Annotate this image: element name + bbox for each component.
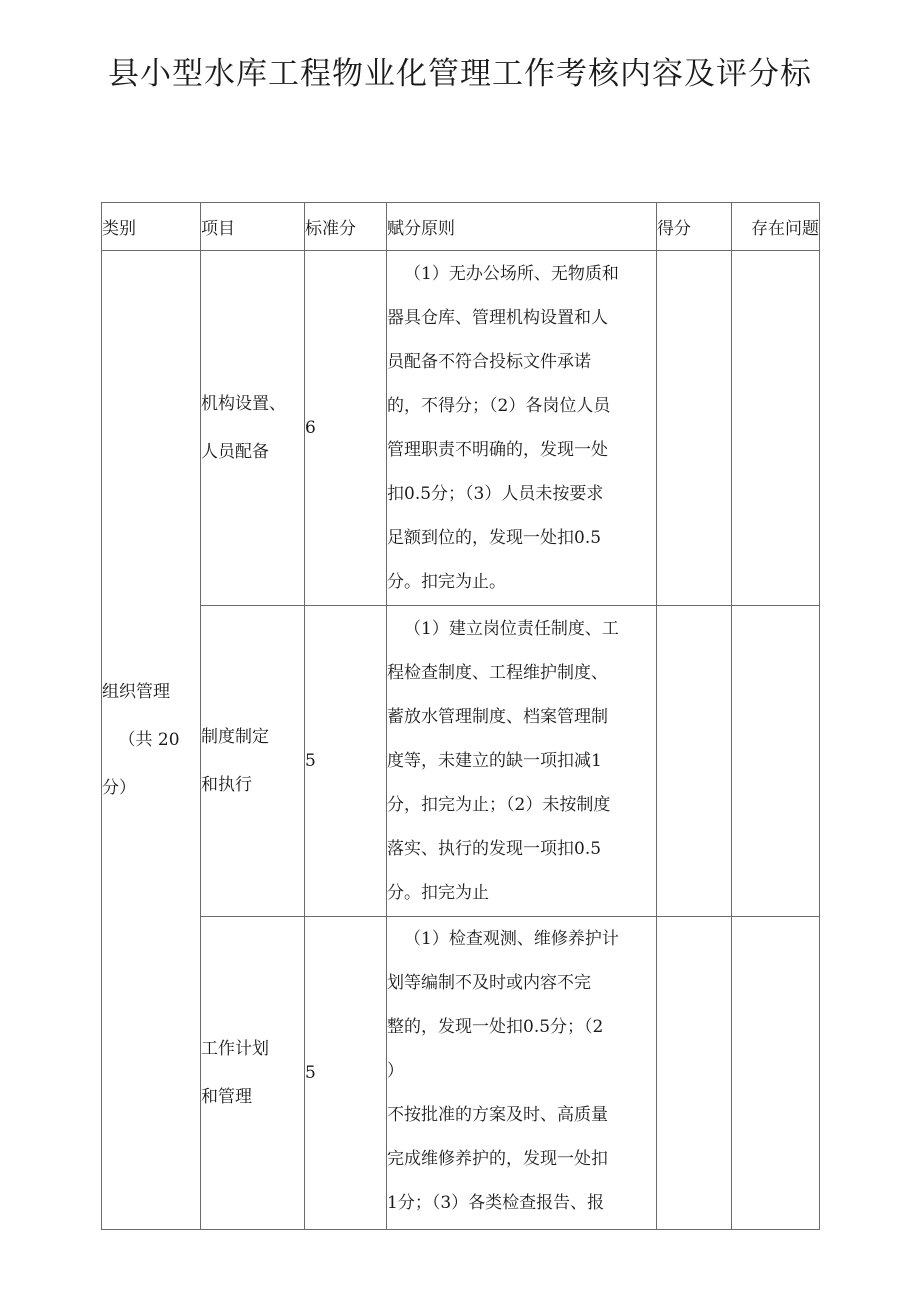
rule-line: 蓄放水管理制度、档案管理制 <box>387 707 608 727</box>
rule-cell <box>387 606 657 917</box>
rule-line: （1）无办公场所、无物质和 <box>404 264 619 284</box>
score-cell <box>657 606 732 917</box>
score-cell <box>657 917 732 1230</box>
standard-score-cell: 6 <box>305 251 387 606</box>
table-row <box>102 917 820 1230</box>
rule-line: （1）检查观测、维修养护计 <box>404 929 619 949</box>
category-line: 组织管理 <box>102 682 170 702</box>
item-cell <box>201 606 305 917</box>
rule-line: 分，扣完为止；（2）未按制度 <box>387 795 611 815</box>
table-header-row <box>102 203 820 251</box>
item-line: 机构设置、 <box>201 394 286 414</box>
rule-line: ） <box>387 1061 404 1081</box>
rule-line: 分。扣完为止。 <box>387 572 506 592</box>
item-cell <box>201 917 305 1230</box>
rule-line: 落实、执行的发现一项扣0.5 <box>387 839 602 859</box>
standard-score-cell: 5 <box>305 917 387 1230</box>
category-line: （共 20 <box>118 730 180 750</box>
rule-line: 度等，未建立的缺一项扣减1 <box>387 751 602 771</box>
rule-line: 员配备不符合投标文件承诺 <box>387 352 591 372</box>
rule-line: 足额到位的，发现一处扣0.5 <box>387 528 602 548</box>
item-line: 和管理 <box>201 1087 252 1107</box>
item-line: 工作计划 <box>201 1039 269 1059</box>
rule-cell <box>387 917 657 1230</box>
header-issues: 存在问题 <box>732 203 820 251</box>
category-cell <box>102 251 201 1230</box>
item-line: 和执行 <box>201 775 252 795</box>
rule-line: 1分；（3）各类检查报告、报 <box>387 1193 605 1213</box>
item-line: 人员配备 <box>201 442 269 462</box>
standard-score-cell: 5 <box>305 606 387 917</box>
rule-line: 程检查制度、工程维护制度、 <box>387 663 608 683</box>
header-scoring-principle: 赋分原则 <box>387 203 657 251</box>
table-row <box>102 251 820 606</box>
rule-line: 不按批准的方案及时、高质量 <box>387 1105 608 1125</box>
header-category: 类别 <box>102 203 201 251</box>
rule-line: 扣0.5分；（3）人员未按要求 <box>387 484 604 504</box>
rule-cell <box>387 251 657 606</box>
issues-cell <box>732 606 820 917</box>
page-title: 县小型水库工程物业化管理工作考核内容及评分标 <box>108 56 812 92</box>
rule-line: 管理职责不明确的，发现一处 <box>387 440 608 460</box>
table-row <box>102 606 820 917</box>
rule-line: 器具仓库、管理机构设置和人 <box>387 308 608 328</box>
rule-line: （1）建立岗位责任制度、工 <box>404 619 619 639</box>
header-item: 项目 <box>201 203 305 251</box>
item-cell <box>201 251 305 606</box>
rule-line: 整的，发现一处扣0.5分；（2 <box>387 1017 604 1037</box>
rule-line: 分。扣完为止 <box>387 883 489 903</box>
header-score: 得分 <box>657 203 732 251</box>
header-standard-score: 标准分 <box>305 203 387 251</box>
issues-cell <box>732 917 820 1230</box>
issues-cell <box>732 251 820 606</box>
category-line: 分） <box>102 778 136 798</box>
item-line: 制度制定 <box>201 727 269 747</box>
rule-line: 划等编制不及时或内容不完 <box>387 973 591 993</box>
scoring-table <box>101 202 820 1230</box>
rule-line: 完成维修养护的，发现一处扣 <box>387 1149 608 1169</box>
rule-line: 的，不得分；（2）各岗位人员 <box>387 396 611 416</box>
score-cell <box>657 251 732 606</box>
